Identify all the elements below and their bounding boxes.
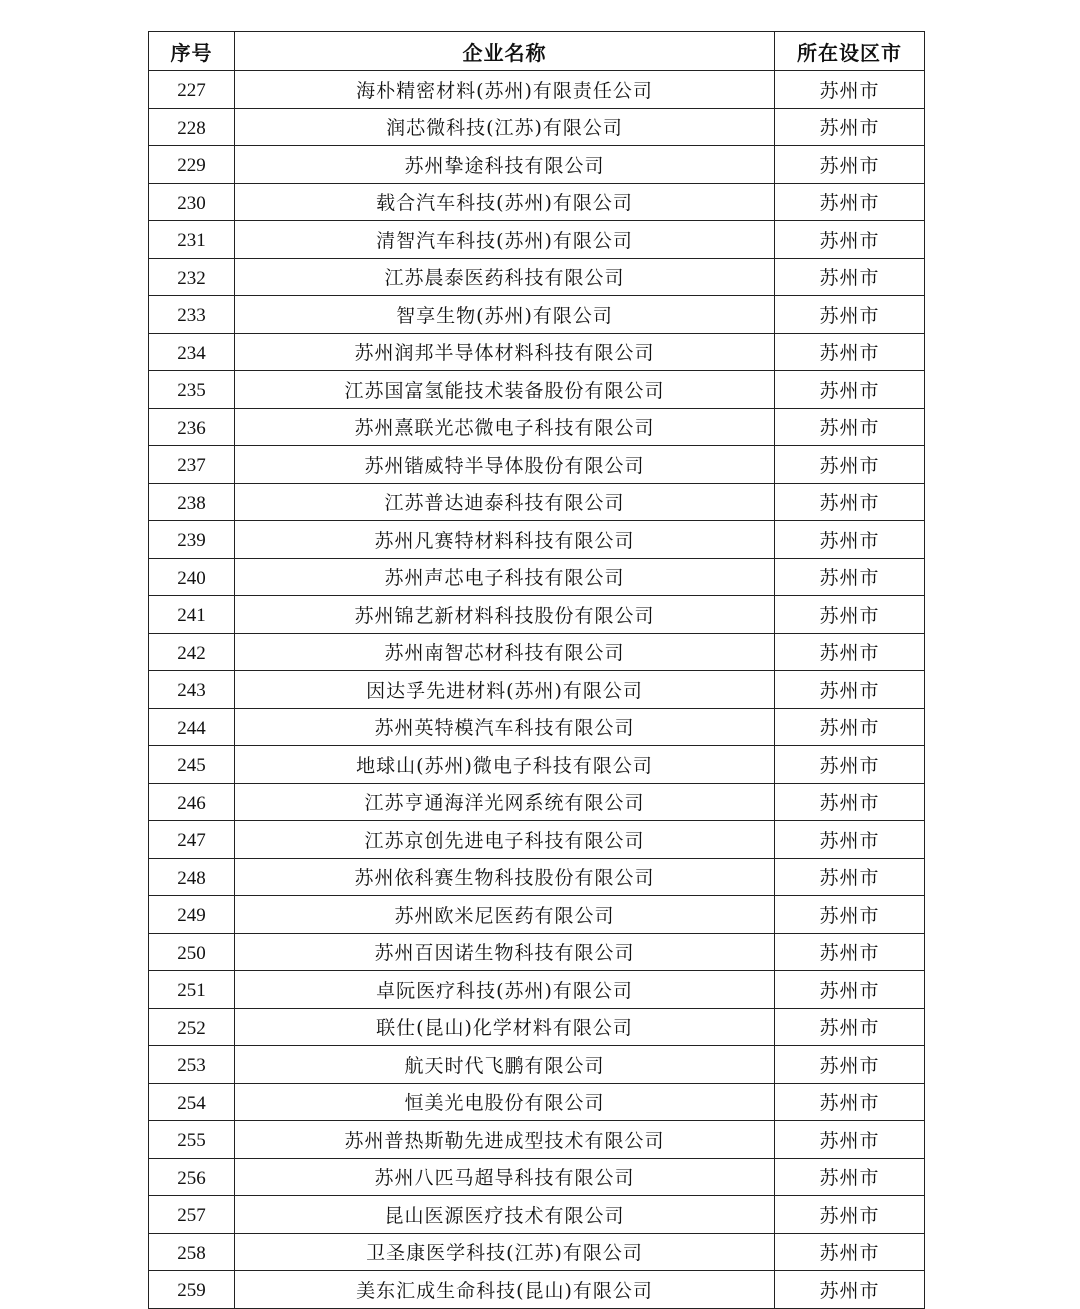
row-city: 苏州市: [775, 1158, 925, 1196]
table-row: [149, 1233, 925, 1271]
company-table: [148, 31, 925, 1309]
row-city: 苏州市: [775, 333, 925, 371]
row-company-name: 苏州欧米尼医药有限公司: [235, 896, 775, 934]
table-row: [149, 1008, 925, 1046]
row-city: 苏州市: [775, 183, 925, 221]
row-index: 234: [149, 333, 235, 371]
row-index: 231: [149, 221, 235, 259]
row-company-name: 润芯微科技(江苏)有限公司: [235, 108, 775, 146]
row-index: 243: [149, 671, 235, 709]
row-index: 229: [149, 146, 235, 184]
row-company-name: 苏州八匹马超导科技有限公司: [235, 1158, 775, 1196]
row-index: 255: [149, 1121, 235, 1159]
row-company-name: 苏州凡赛特材料科技有限公司: [235, 521, 775, 559]
row-city: 苏州市: [775, 671, 925, 709]
row-index: 241: [149, 596, 235, 634]
row-index: 250: [149, 933, 235, 971]
table-row: [149, 933, 925, 971]
row-company-name: 江苏国富氢能技术装备股份有限公司: [235, 371, 775, 409]
table-body: [149, 71, 925, 1309]
table-row: [149, 896, 925, 934]
row-company-name: 苏州英特模汽车科技有限公司: [235, 708, 775, 746]
header-city: 所在设区市: [775, 32, 925, 71]
row-company-name: 苏州声芯电子科技有限公司: [235, 558, 775, 596]
row-index: 244: [149, 708, 235, 746]
table-row: [149, 146, 925, 184]
row-city: 苏州市: [775, 221, 925, 259]
row-city: 苏州市: [775, 933, 925, 971]
table-row: [149, 183, 925, 221]
row-city: 苏州市: [775, 483, 925, 521]
table-row: [149, 483, 925, 521]
row-city: 苏州市: [775, 821, 925, 859]
row-city: 苏州市: [775, 521, 925, 559]
row-city: 苏州市: [775, 446, 925, 484]
row-company-name: 苏州普热斯勒先进成型技术有限公司: [235, 1121, 775, 1159]
row-index: 247: [149, 821, 235, 859]
row-index: 227: [149, 71, 235, 109]
row-city: 苏州市: [775, 783, 925, 821]
table-row: [149, 333, 925, 371]
table-row: [149, 408, 925, 446]
row-city: 苏州市: [775, 896, 925, 934]
row-city: 苏州市: [775, 108, 925, 146]
table-row: [149, 746, 925, 784]
row-city: 苏州市: [775, 633, 925, 671]
row-index: 245: [149, 746, 235, 784]
table-row: [149, 1196, 925, 1234]
company-list-sheet: [148, 31, 924, 1309]
row-city: 苏州市: [775, 746, 925, 784]
row-index: 230: [149, 183, 235, 221]
row-company-name: 昆山医源医疗技术有限公司: [235, 1196, 775, 1234]
table-row: [149, 783, 925, 821]
row-city: 苏州市: [775, 371, 925, 409]
table-row: [149, 671, 925, 709]
row-index: 236: [149, 408, 235, 446]
row-company-name: 江苏亨通海洋光网系统有限公司: [235, 783, 775, 821]
header-company-name: 企业名称: [235, 32, 775, 71]
row-city: 苏州市: [775, 1008, 925, 1046]
row-company-name: 苏州润邦半导体材料科技有限公司: [235, 333, 775, 371]
table-row: [149, 108, 925, 146]
row-index: 257: [149, 1196, 235, 1234]
table-row: [149, 1271, 925, 1309]
row-city: 苏州市: [775, 1196, 925, 1234]
row-company-name: 智享生物(苏州)有限公司: [235, 296, 775, 334]
table-row: [149, 708, 925, 746]
row-index: 232: [149, 258, 235, 296]
row-company-name: 因达孚先进材料(苏州)有限公司: [235, 671, 775, 709]
row-city: 苏州市: [775, 708, 925, 746]
row-company-name: 苏州熹联光芯微电子科技有限公司: [235, 408, 775, 446]
row-company-name: 江苏普达迪泰科技有限公司: [235, 483, 775, 521]
table-row: [149, 221, 925, 259]
row-company-name: 苏州依科赛生物科技股份有限公司: [235, 858, 775, 896]
table-row: [149, 446, 925, 484]
row-city: 苏州市: [775, 971, 925, 1009]
row-city: 苏州市: [775, 1121, 925, 1159]
row-company-name: 联仕(昆山)化学材料有限公司: [235, 1008, 775, 1046]
row-index: 233: [149, 296, 235, 334]
table-row: [149, 1158, 925, 1196]
row-company-name: 美东汇成生命科技(昆山)有限公司: [235, 1271, 775, 1309]
row-company-name: 清智汽车科技(苏州)有限公司: [235, 221, 775, 259]
row-index: 256: [149, 1158, 235, 1196]
row-city: 苏州市: [775, 258, 925, 296]
table-row: [149, 1121, 925, 1159]
row-company-name: 地球山(苏州)微电子科技有限公司: [235, 746, 775, 784]
table-header-row: [149, 32, 925, 71]
row-index: 253: [149, 1046, 235, 1084]
row-company-name: 江苏晨泰医药科技有限公司: [235, 258, 775, 296]
row-index: 238: [149, 483, 235, 521]
row-index: 240: [149, 558, 235, 596]
table-row: [149, 633, 925, 671]
row-index: 235: [149, 371, 235, 409]
row-city: 苏州市: [775, 408, 925, 446]
row-city: 苏州市: [775, 146, 925, 184]
row-index: 251: [149, 971, 235, 1009]
row-company-name: 苏州锦艺新材料科技股份有限公司: [235, 596, 775, 634]
row-company-name: 恒美光电股份有限公司: [235, 1083, 775, 1121]
row-index: 237: [149, 446, 235, 484]
row-index: 252: [149, 1008, 235, 1046]
row-index: 246: [149, 783, 235, 821]
table-row: [149, 971, 925, 1009]
row-index: 248: [149, 858, 235, 896]
table-row: [149, 258, 925, 296]
row-index: 254: [149, 1083, 235, 1121]
table-row: [149, 1046, 925, 1084]
table-row: [149, 296, 925, 334]
row-index: 259: [149, 1271, 235, 1309]
table-row: [149, 858, 925, 896]
header-index: 序号: [149, 32, 235, 71]
row-city: 苏州市: [775, 1046, 925, 1084]
row-company-name: 卓阮医疗科技(苏州)有限公司: [235, 971, 775, 1009]
row-city: 苏州市: [775, 71, 925, 109]
row-city: 苏州市: [775, 1233, 925, 1271]
row-company-name: 航天时代飞鹏有限公司: [235, 1046, 775, 1084]
row-index: 249: [149, 896, 235, 934]
table-row: [149, 521, 925, 559]
table-row: [149, 558, 925, 596]
row-index: 258: [149, 1233, 235, 1271]
row-index: 242: [149, 633, 235, 671]
row-index: 228: [149, 108, 235, 146]
row-index: 239: [149, 521, 235, 559]
row-company-name: 苏州挚途科技有限公司: [235, 146, 775, 184]
row-city: 苏州市: [775, 1083, 925, 1121]
row-company-name: 苏州锴威特半导体股份有限公司: [235, 446, 775, 484]
table-row: [149, 821, 925, 859]
row-company-name: 卫圣康医学科技(江苏)有限公司: [235, 1233, 775, 1271]
table-row: [149, 596, 925, 634]
row-company-name: 苏州百因诺生物科技有限公司: [235, 933, 775, 971]
row-city: 苏州市: [775, 596, 925, 634]
table-row: [149, 1083, 925, 1121]
row-city: 苏州市: [775, 296, 925, 334]
row-city: 苏州市: [775, 1271, 925, 1309]
table-row: [149, 371, 925, 409]
row-company-name: 江苏京创先进电子科技有限公司: [235, 821, 775, 859]
row-city: 苏州市: [775, 558, 925, 596]
row-company-name: 海朴精密材料(苏州)有限责任公司: [235, 71, 775, 109]
row-company-name: 苏州南智芯材科技有限公司: [235, 633, 775, 671]
row-company-name: 载合汽车科技(苏州)有限公司: [235, 183, 775, 221]
row-city: 苏州市: [775, 858, 925, 896]
table-row: [149, 71, 925, 109]
